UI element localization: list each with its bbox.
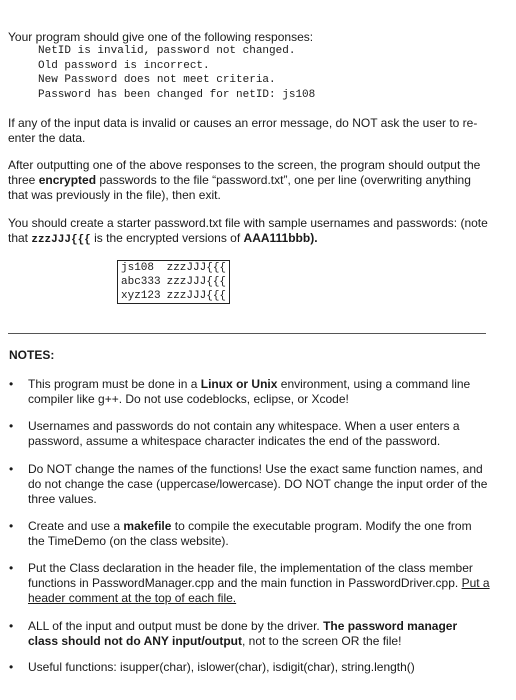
bullet-icon xyxy=(9,466,15,472)
note-item: Usernames and passwords do not contain any whitespace. When a user enters a password, assume a whitespace character indicates the end of the password. xyxy=(28,419,460,448)
note-item: This program must be done in a Linux or Unix environment, using a command line compiler like g++. Do not use codeblocks, eclipse, or Xcode! xyxy=(28,377,471,406)
sample-password-table xyxy=(117,260,230,304)
bullet-icon xyxy=(9,623,15,629)
table-row: js108 zzzJJJ{{{ xyxy=(121,262,227,274)
bullet-icon xyxy=(9,664,15,670)
note-item: ALL of the input and output must be done by the driver. The password manager class should not do ANY input/output, not to the screen OR the file! xyxy=(28,619,458,648)
bullet-icon xyxy=(9,523,15,529)
note-item: Put the Class declaration in the header file, the implementation of the class member functions in PasswordManager.cpp and the main function in PasswordDriver.cpp. Put a header comment at the top of each file. xyxy=(28,561,490,605)
bullet-icon xyxy=(9,423,15,429)
section-divider xyxy=(8,333,486,334)
bullet-icon xyxy=(9,381,15,387)
response-item: NetID is invalid, password not changed. xyxy=(38,45,296,57)
note-item: Useful functions: isupper(char), islower(char), isdigit(char), string.length() xyxy=(28,660,415,674)
response-item: New Password does not meet criteria. xyxy=(38,74,276,86)
encrypted-code: zzzJJJ{{{ xyxy=(31,234,91,246)
table-row: abc333 zzzJJJ{{{ xyxy=(121,276,227,288)
starter-file-paragraph: You should create a starter password.txt file with sample usernames and passwords: (note that zzzJJJ{{{ is the encrypted versions of AAA111bbb). xyxy=(8,216,488,246)
response-list xyxy=(38,44,315,102)
table-row: xyz123 zzzJJJ{{{ xyxy=(121,290,227,302)
notes-heading: NOTES: xyxy=(9,348,55,362)
response-item: Password has been changed for netID: js108 xyxy=(38,88,316,101)
invalid-input-paragraph: If any of the input data is invalid or causes an error message, do NOT ask the user to re-enter the data. xyxy=(8,116,478,145)
bullet-icon xyxy=(9,565,15,571)
note-item: Create and use a makefile to compile the executable program. Modify the one from the TimeDemo (on the class website). xyxy=(28,519,472,548)
note-item: Do NOT change the names of the functions! Use the exact same function names, and do not change the case (uppercase/lowercase). DO NOT change the input order of the three values. xyxy=(28,462,488,506)
output-paragraph: After outputting one of the above responses to the screen, the program should output the three encrypted passwords to the file “password.txt”, one per line (overwriting anything that was previously in the file), then exit. xyxy=(8,158,481,202)
response-item: Old password is incorrect. xyxy=(38,59,210,72)
intro-text: Your program should give one of the following responses: xyxy=(8,30,314,44)
